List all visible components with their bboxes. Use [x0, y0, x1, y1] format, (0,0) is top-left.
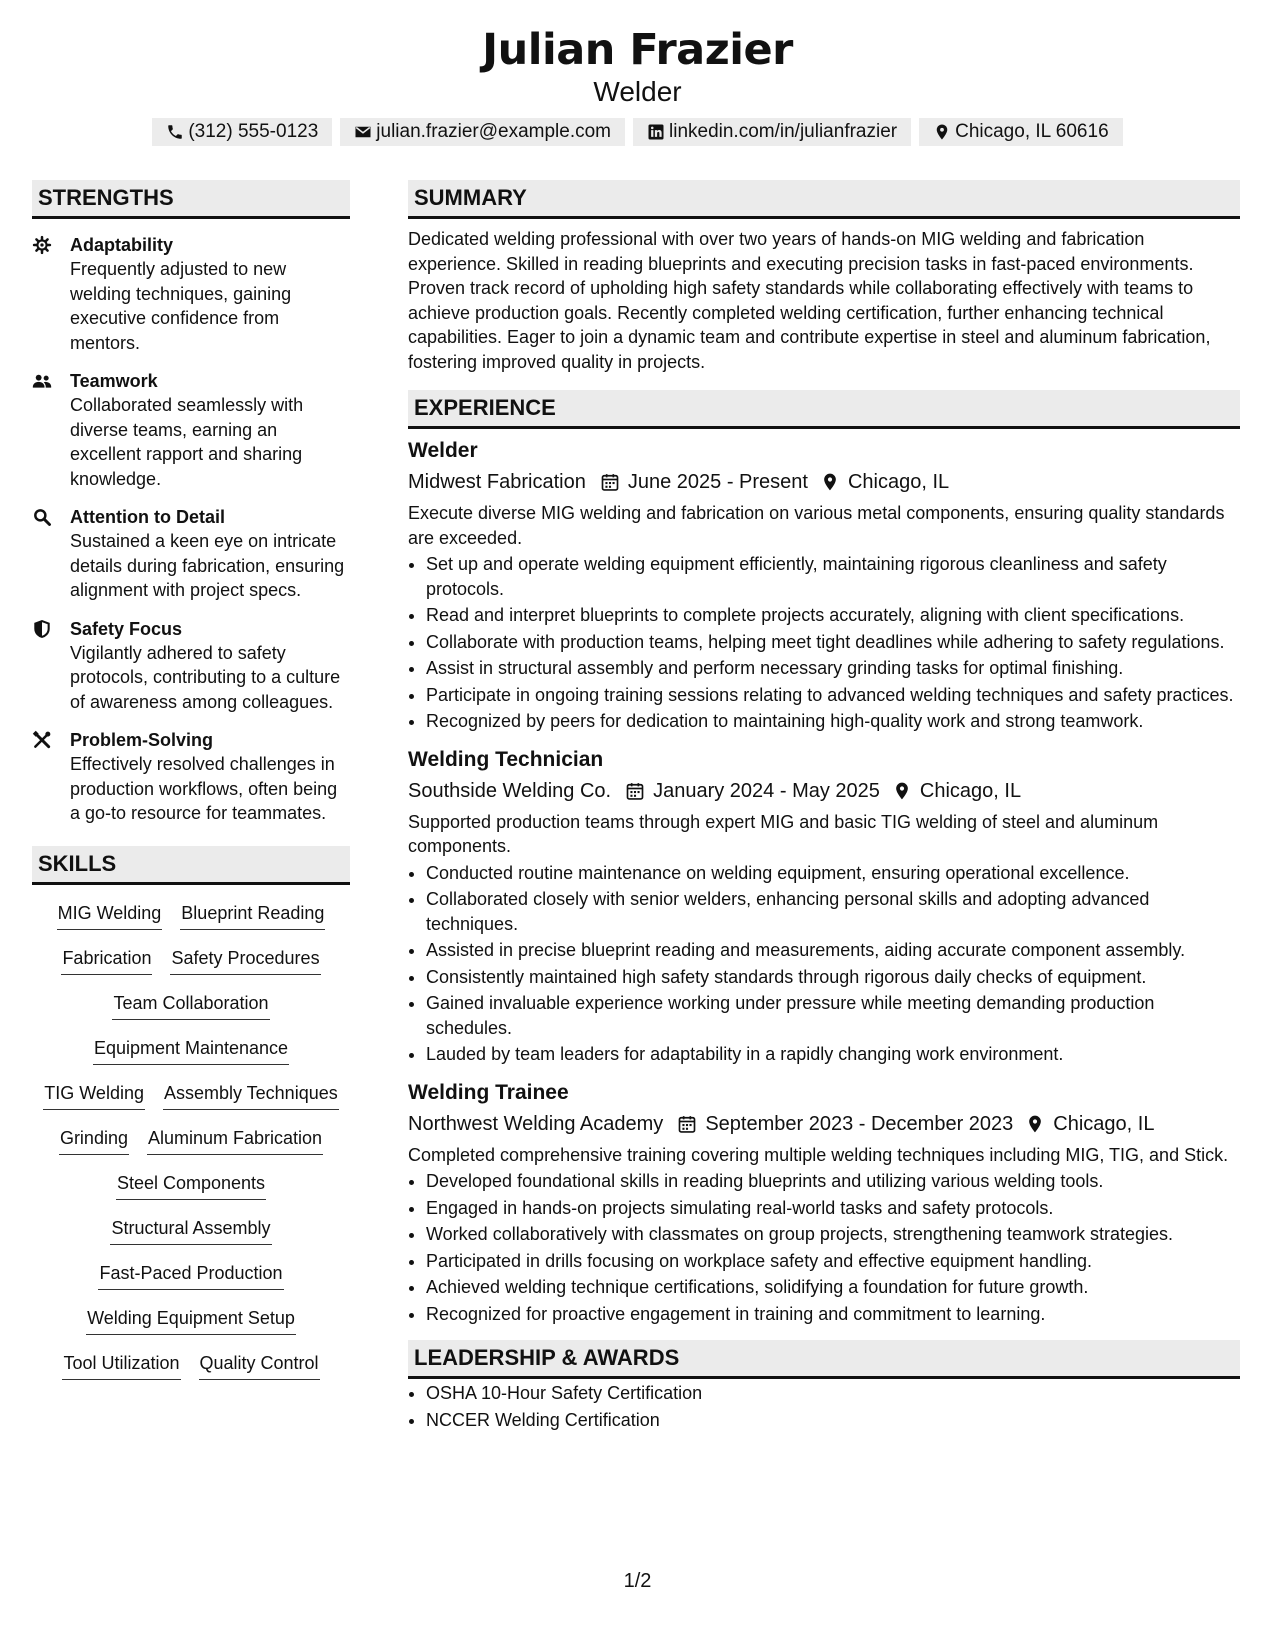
list-item: • Engaged in hands-on projects simulating real-world tasks and safety protocols.	[426, 1196, 1240, 1221]
skill-row	[32, 901, 350, 946]
job-entry	[408, 437, 1240, 734]
job-dates: June 2025 - Present	[627, 471, 808, 493]
contact-phone[interactable]	[152, 118, 332, 146]
strength-item	[32, 617, 350, 715]
award-item: • NCCER Welding Certification	[426, 1408, 1240, 1433]
awards-heading: LEADERSHIP & AWARDS	[408, 1340, 1240, 1379]
strength-title: Problem-Solving	[70, 730, 214, 750]
job-bullets	[408, 552, 1240, 734]
linkedin-icon	[647, 123, 665, 141]
strength-desc: Collaborated seamlessly with diverse teams, earning an excellent rapport and sharing knowledge.	[70, 395, 304, 489]
skill-tag: Equipment Maintenance	[93, 1036, 289, 1065]
skill-row	[32, 1216, 350, 1261]
job-description: Supported production teams through expert MIG and basic TIG welding of steel and aluminum components.	[408, 811, 1159, 856]
calendar-icon	[625, 781, 645, 801]
job-bullets	[408, 1169, 1240, 1326]
strength-desc: Effectively resolved challenges in production workflows, often being a go-to resource for teammates.	[70, 754, 338, 823]
skill-row	[32, 946, 350, 991]
skill-row	[32, 1171, 350, 1216]
skill-tag: Aluminum Fabrication	[147, 1126, 323, 1155]
job-location: Chicago, IL	[847, 471, 950, 493]
location-icon	[892, 781, 912, 801]
phone-icon	[166, 123, 184, 141]
job-meta	[408, 467, 1240, 497]
strength-title: Safety Focus	[70, 618, 183, 639]
contact-email[interactable]	[340, 118, 625, 146]
list-item: • Recognized by peers for dedication to maintaining high-quality work and strong teamwork.	[426, 709, 1240, 734]
list-item: • Read and interpret blueprints to complete projects accurately, aligning with client specifications.	[426, 603, 1240, 628]
resume-header	[0, 24, 1275, 146]
shield-icon	[32, 619, 52, 639]
list-item: • Recognized for proactive engagement in training and commitment to learning.	[426, 1302, 1240, 1327]
job-company: Northwest Welding Academy	[408, 1112, 664, 1135]
tools-icon	[32, 730, 52, 750]
skill-tag: Team Collaboration	[112, 991, 269, 1020]
job-dates: January 2024 - May 2025	[653, 779, 880, 802]
job-description: Completed comprehensive training covering multiple welding techniques including MIG, TIG, and Stick.	[408, 1144, 1229, 1165]
skills-heading: SKILLS	[32, 846, 350, 885]
list-item: • Participated in drills focusing on workplace safety and effective equipment handling.	[426, 1249, 1240, 1274]
calendar-icon	[677, 1114, 697, 1134]
skill-tag: Fabrication	[61, 946, 152, 975]
job-title: Welding Technician	[408, 747, 604, 771]
left-column	[32, 180, 350, 1396]
skills-list	[32, 901, 350, 1396]
skill-tag: Welding Equipment Setup	[86, 1306, 296, 1335]
strength-desc: Vigilantly adhered to safety protocols, contributing to a culture of awareness among colleagues.	[70, 642, 341, 712]
skill-tag: Assembly Techniques	[163, 1081, 339, 1110]
job-location: Chicago, IL	[919, 779, 1022, 802]
skill-row	[32, 991, 350, 1036]
job-title: Welder	[408, 439, 478, 462]
list-item: • Developed foundational skills in reading blueprints and utilizing various welding tools.	[426, 1169, 1240, 1194]
skill-tag: Fast-Paced Production	[98, 1261, 283, 1290]
skill-tag: Grinding	[59, 1126, 129, 1155]
strength-item	[32, 369, 350, 491]
list-item: • Consistently maintained high safety standards through rigorous daily checks of equipment.	[426, 965, 1240, 990]
strengths-heading: STRENGTHS	[32, 180, 350, 219]
candidate-title: Welder	[593, 76, 682, 107]
list-item: • Participate in ongoing training sessions relating to advanced welding techniques and safety practices.	[426, 683, 1240, 708]
strength-title: Teamwork	[70, 371, 158, 391]
calendar-icon	[600, 472, 620, 492]
team-icon	[32, 371, 52, 391]
skill-row	[32, 1081, 350, 1126]
strength-title: Adaptability	[70, 235, 174, 255]
skill-tag: Quality Control	[199, 1351, 320, 1380]
contact-location	[919, 118, 1123, 146]
job-entry	[408, 1079, 1240, 1327]
contact-phone-text: (312) 555-0123	[188, 121, 319, 142]
contact-linkedin-text: linkedin.com/in/julianfrazier	[669, 121, 898, 142]
job-company: Midwest Fabrication	[408, 471, 586, 493]
skill-tag: Tool Utilization	[62, 1351, 180, 1380]
skill-row	[32, 1351, 350, 1396]
strength-desc: Frequently adjusted to new welding techniques, gaining executive confidence from mentors.	[70, 259, 292, 353]
location-icon	[1025, 1114, 1045, 1134]
skill-tag: Blueprint Reading	[180, 901, 325, 930]
job-location: Chicago, IL	[1053, 1112, 1155, 1135]
strength-item	[32, 233, 350, 355]
job-meta	[408, 1109, 1240, 1139]
awards-list	[408, 1381, 1240, 1432]
list-item: • Assist in structural assembly and perform necessary grinding tasks for optimal finishing.	[426, 656, 1240, 681]
summary-heading: SUMMARY	[408, 180, 1240, 219]
list-item: • Conducted routine maintenance on welding equipment, ensuring operational excellence.	[426, 861, 1240, 886]
contact-email-text: julian.frazier@example.com	[376, 121, 611, 142]
contact-location-text: Chicago, IL 60616	[955, 121, 1109, 142]
list-item: • Collaborate with production teams, helping meet tight deadlines while adhering to safety regulations.	[426, 630, 1240, 655]
summary-text: Dedicated welding professional with over two years of hands-on MIG welding and fabrication experience. Skilled in reading blueprints and executing precision tasks in fast-paced environments. Proven track record of upholding high safety standards while collaborating effectively with teams to achieve production goals. Recently completed welding certification, further enhancing technical capabilities. Eager to join a dynamic team and contribute expertise in steel and aluminum fabrication, fostering improved quality in projects.	[408, 229, 1211, 372]
skill-tag: TIG Welding	[43, 1081, 145, 1110]
skill-row	[32, 1306, 350, 1351]
skill-row	[32, 1126, 350, 1171]
skill-tag: Structural Assembly	[110, 1216, 271, 1245]
location-icon	[933, 123, 951, 141]
strength-desc: Sustained a keen eye on intricate details during fabrication, ensuring alignment with project specs.	[70, 531, 345, 600]
list-item: • Achieved welding technique certifications, solidifying a foundation for future growth.	[426, 1275, 1240, 1300]
strength-item	[32, 505, 350, 603]
skill-tag: MIG Welding	[57, 901, 163, 930]
job-description: Execute diverse MIG welding and fabrication on various metal components, ensuring quality standards are exceeded.	[408, 503, 1225, 548]
list-item: • Set up and operate welding equipment efficiently, maintaining rigorous cleanliness and safety protocols.	[426, 552, 1240, 601]
strength-item	[32, 728, 350, 826]
skill-tag: Safety Procedures	[170, 946, 320, 975]
list-item: • Collaborated closely with senior welders, enhancing personal skills and adopting advanced techniques.	[426, 887, 1240, 936]
job-bullets	[408, 861, 1240, 1067]
award-item: • OSHA 10-Hour Safety Certification	[426, 1381, 1240, 1406]
job-entry	[408, 746, 1240, 1067]
job-dates: September 2023 - December 2023	[705, 1112, 1014, 1135]
right-column	[408, 180, 1240, 1434]
job-meta	[408, 776, 1240, 806]
skill-tag: Steel Components	[116, 1171, 266, 1200]
contact-linkedin[interactable]	[633, 118, 911, 146]
location-icon	[820, 472, 840, 492]
job-company: Southside Welding Co.	[408, 779, 612, 802]
list-item: • Assisted in precise blueprint reading and measurements, aiding accurate component assembly.	[426, 938, 1240, 963]
candidate-name: Julian Frazier	[482, 25, 793, 75]
list-item: • Gained invaluable experience working under pressure while meeting demanding production schedules.	[426, 991, 1240, 1040]
strength-title: Attention to Detail	[70, 507, 225, 527]
email-icon	[354, 123, 372, 141]
skill-row	[32, 1036, 350, 1081]
gear-icon	[32, 235, 52, 255]
list-item: • Worked collaboratively with classmates on group projects, strengthening teamwork strategies.	[426, 1222, 1240, 1247]
contact-bar	[0, 118, 1275, 146]
experience-heading: EXPERIENCE	[408, 390, 1240, 429]
search-icon	[32, 507, 52, 527]
experience-list	[408, 437, 1240, 1326]
page-number: 1/2	[623, 1570, 652, 1592]
job-title: Welding Trainee	[408, 1080, 569, 1104]
list-item: • Lauded by team leaders for adaptability in a rapidly changing work environment.	[426, 1042, 1240, 1067]
skill-row	[32, 1261, 350, 1306]
